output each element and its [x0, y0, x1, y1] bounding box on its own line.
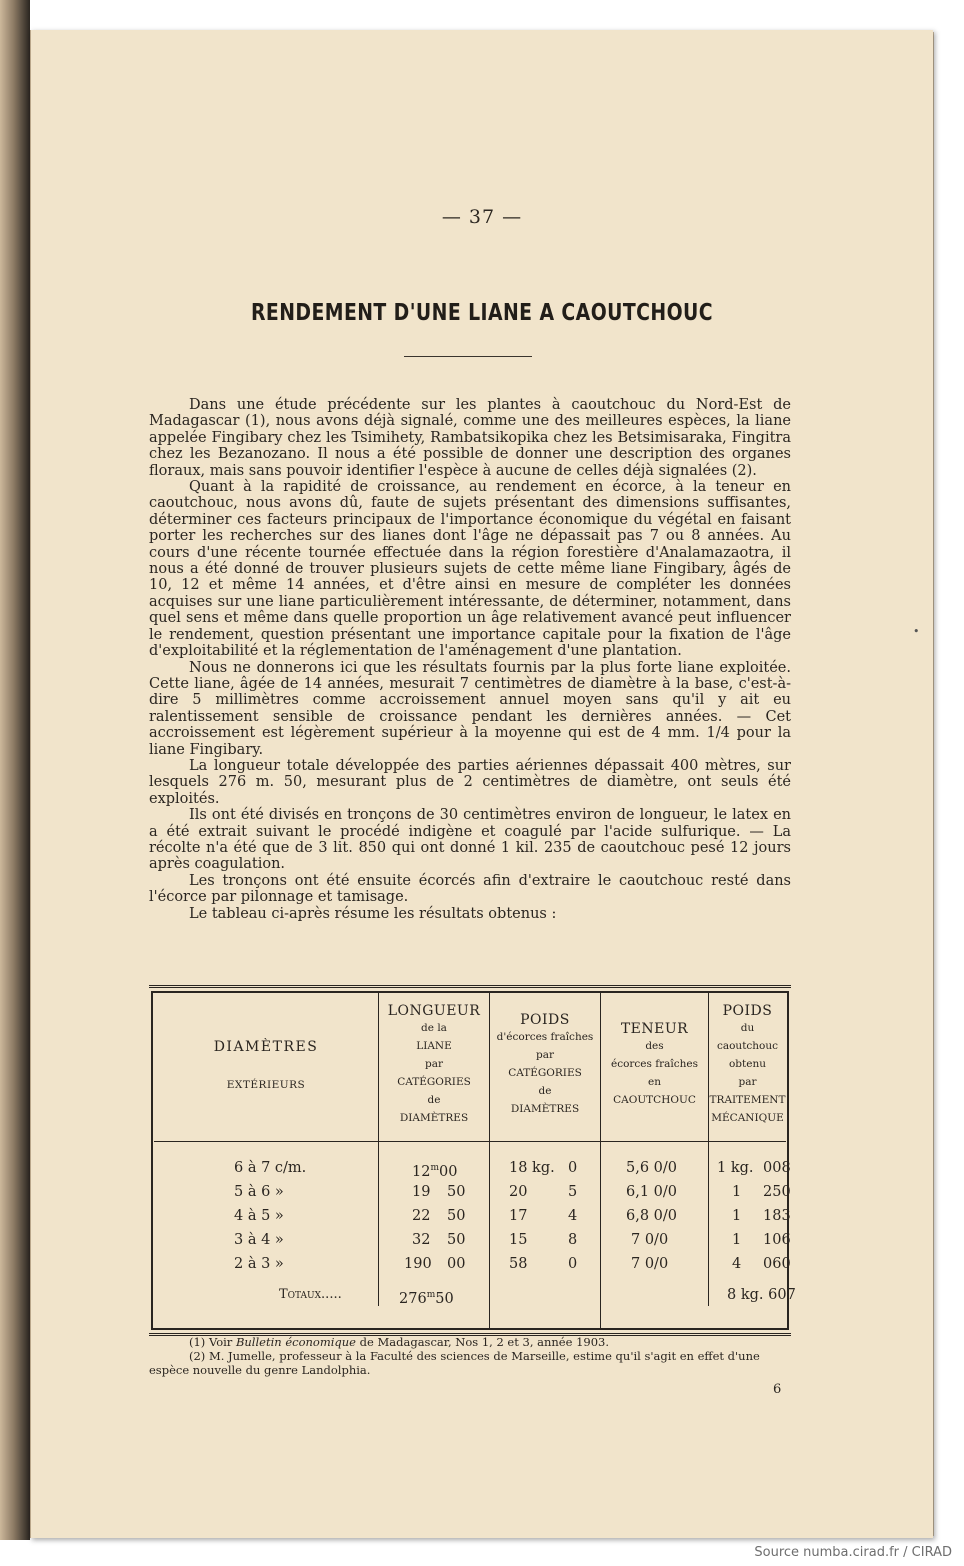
- header-line: par: [424, 1058, 443, 1070]
- totals-longueur: [399, 1283, 454, 1311]
- cell-longueur-int: 12: [412, 1163, 431, 1180]
- cell-caoutchouc: 1: [732, 1208, 742, 1224]
- cell-teneur: 7 0/0: [631, 1232, 669, 1248]
- header-subtitle: EXTÉRIEURS: [226, 1079, 306, 1091]
- cell-longueur: 19: [412, 1184, 431, 1200]
- cell-caoutchouc-dec: 060: [763, 1256, 791, 1272]
- header-line: MÉCANIQUE: [711, 1112, 784, 1124]
- header-line: CATÉGORIES: [397, 1076, 471, 1088]
- footnote-text: de Madagascar, Nos 1, 2 et 3, année 1903.: [356, 1335, 609, 1349]
- paragraph: Quant à la rapidité de croissance, au rendement en écorce, à la teneur en caoutchouc, nous avons dû, faute de sujets présentant des dimensions suffisantes, déterminer ces facteurs principaux de l'importance économique du végétal en faisant porter les recherches sur des lianes dont l'âge ne dépassait pas 7 ou 8 années. Au cours d'une récente tournée effectuée dans la région forestière d'Analamazaotra, il nous a été donné de trouver plusieurs sujets de cette même liane Fingibary, âgés de 10, 12 et même 14 années, et d'être ainsi en mesure de compléter les données acquises sur une liane particulièrement intéressante, de déterminer, notamment, dans quel sens et même dans quelle proportion un âge relativement avancé peut influencer le rendement, question présentant une importance capitale pour la fixation de l'âge d'exploitabilité et la réglementation de l'aménagement d'une plantation.: [149, 479, 791, 660]
- cell-diametre: 6 à 7 c/m.: [234, 1160, 307, 1176]
- header-title: DIAMÈTRES: [213, 1039, 319, 1055]
- cell-longueur-dec: 00: [447, 1256, 466, 1272]
- totals-label: Totaux.....: [279, 1287, 342, 1302]
- totals-longueur-int: 276: [399, 1290, 427, 1307]
- paragraph: Ils ont été divisés en tronçons de 30 centimètres environ de longueur, le latex en a été extrait suivant le procédé indigène et coagulé par l'acide sulfurique. — La récolte n'a été que de 3 lit. 850 qui ont donné 1 kil. 235 de caoutchouc pesé 12 jours après coagulation.: [149, 807, 791, 873]
- paragraph: Nous ne donnerons ici que les résultats fournis par la plus forte liane exploitée. Cette liane, âgée de 14 années, mesurait 7 centimètres de diamètre à la base, c'est-à-dire 5 millimètres comme accroissement annuel moyen sans qu'il y ait eu ralentissement sensible de croissance pendant les dernières années. — Cet accroissement est légèrement supérieur à la moyenne qui est de 4 mm. 1/4 pour la liane Fingibary.: [149, 659, 791, 758]
- cell-diametre: 5 à 6 »: [234, 1184, 284, 1200]
- document-page: [30, 30, 933, 1538]
- cell-poids-dec: 0: [568, 1160, 578, 1176]
- cell-poids-dec: 4: [568, 1208, 578, 1224]
- results-table: [149, 985, 796, 1336]
- cell-caoutchouc-dec: 183: [763, 1208, 791, 1224]
- header-line: du: [740, 1022, 755, 1034]
- table-row: [149, 1180, 791, 1204]
- cell-teneur: 7 0/0: [631, 1256, 669, 1272]
- cell-longueur-dec: 50: [447, 1208, 466, 1224]
- cell-teneur: 6,1 0/0: [626, 1184, 678, 1200]
- header-teneur: [601, 993, 708, 1137]
- cell-diametre: 3 à 4 »: [234, 1232, 284, 1248]
- header-line: DIAMÈTRES: [399, 1112, 469, 1124]
- cell-poids-dec: 8: [568, 1232, 578, 1248]
- cell-diametre: 4 à 5 »: [234, 1208, 284, 1224]
- footnote-2: (2) M. Jumelle, professeur à la Faculté des sciences de Marseille, estime qu'il s'agit en effet d'une espèce nouvelle du genre Landolphia.: [149, 1349, 760, 1377]
- header-longueur: [379, 993, 489, 1137]
- totals-row: [149, 1283, 796, 1307]
- totals-longueur-dec: 50: [435, 1290, 454, 1307]
- cell-caoutchouc: 1: [732, 1184, 742, 1200]
- cell-unit: m: [430, 1163, 439, 1173]
- book-binding: [0, 0, 30, 1540]
- cell-caoutchouc-dec: 008: [763, 1160, 791, 1176]
- header-line: par: [738, 1076, 757, 1088]
- cell-longueur-dec: 00: [439, 1163, 458, 1180]
- cell-poids-dec: 5: [568, 1184, 578, 1200]
- table-row: [149, 1156, 791, 1180]
- paragraph: Les tronçons ont été ensuite écorcés afin d'extraire le caoutchouc resté dans l'écorce par pilonnage et tamisage.: [149, 872, 791, 906]
- header-diametres: [154, 993, 378, 1137]
- cell-teneur: 6,8 0/0: [626, 1208, 678, 1224]
- totals-caoutchouc: 8 kg. 607: [727, 1287, 796, 1303]
- header-title: TENEUR: [620, 1021, 689, 1037]
- page-number: — 37 —: [441, 206, 523, 228]
- header-line: par: [535, 1049, 554, 1061]
- cell-longueur-dec: 50: [447, 1184, 466, 1200]
- cell-longueur: 32: [412, 1232, 431, 1248]
- header-poids-caoutchouc: [709, 993, 786, 1137]
- footnotes: [149, 1335, 799, 1377]
- footnote-text: (1) Voir: [189, 1335, 236, 1349]
- header-line: LIANE: [416, 1040, 452, 1052]
- header-line: CAOUTCHOUC: [613, 1094, 696, 1106]
- header-title: POIDS: [520, 1012, 570, 1028]
- cell-poids: 20: [509, 1184, 528, 1200]
- paragraph: Dans une étude précédente sur les plantes à caoutchouc du Nord-Est de Madagascar (1), nous avons déjà signalé, comme une des meilleures espèces, la liane appelée Fingibary chez les Tsimihety, Rambatsikopika chez les Betsimisaraka, Fingitra chez les Bezanozano. Il nous a été possible de donner une description des organes floraux, mais sans pouvoir identifier l'espèce à aucune de celles déjà signalées (2).: [149, 397, 791, 479]
- header-line: des: [645, 1040, 664, 1052]
- header-line: en: [648, 1076, 661, 1088]
- header-line: de: [427, 1094, 441, 1106]
- source-credit: Source numba.cirad.fr / CIRAD: [754, 1545, 952, 1560]
- header-poids-ecorces: [490, 993, 600, 1137]
- cell-caoutchouc: 4: [732, 1256, 742, 1272]
- header-line: TRAITEMENT: [709, 1094, 786, 1106]
- title-rule: [404, 356, 532, 357]
- signature-mark: 6: [773, 1382, 782, 1397]
- cell-caoutchouc: 1: [732, 1232, 742, 1248]
- totals-unit: m: [426, 1290, 436, 1300]
- stray-mark: •: [913, 625, 920, 638]
- header-title: POIDS: [722, 1003, 773, 1019]
- paragraph: La longueur totale développée des parties aériennes dépassait 400 mètres, sur lesquels 276 m. 50, mesurant plus de 2 centimètres de diamètre, ont seuls été exploités.: [149, 757, 791, 807]
- cell-poids: 17: [509, 1208, 528, 1224]
- cell-poids: 18 kg.: [509, 1160, 555, 1176]
- page-title: RENDEMENT D'UNE LIANE A CAOUTCHOUC: [250, 300, 713, 326]
- cell-longueur: 22: [412, 1208, 431, 1224]
- cell-caoutchouc-dec: 106: [763, 1232, 791, 1248]
- header-line: d'écorces fraîches: [496, 1031, 594, 1043]
- header-divider: [154, 1141, 786, 1142]
- footnote-1: [149, 1335, 799, 1349]
- header-line: de la: [421, 1022, 447, 1034]
- cell-longueur: 190: [404, 1256, 432, 1272]
- header-line: caoutchouc obtenu: [716, 1040, 779, 1070]
- body-text: [149, 397, 791, 922]
- header-line: DIAMÈTRES: [510, 1103, 580, 1115]
- cell-poids-dec: 0: [568, 1256, 578, 1272]
- header-title: LONGUEUR: [387, 1003, 481, 1019]
- cell-longueur-dec: 50: [447, 1232, 466, 1248]
- table-row: [149, 1204, 791, 1228]
- cell-caoutchouc: 1 kg.: [717, 1160, 754, 1176]
- table-row: [149, 1228, 791, 1252]
- cell-caoutchouc-dec: 250: [763, 1184, 791, 1200]
- cell-poids: 15: [509, 1232, 528, 1248]
- paragraph: Le tableau ci-après résume les résultats obtenus :: [189, 905, 557, 922]
- header-line: de: [538, 1085, 552, 1097]
- cell-teneur: 5,6 0/0: [626, 1160, 678, 1176]
- footnote-italic: Bulletin économique: [235, 1335, 356, 1349]
- header-line: CATÉGORIES: [508, 1067, 582, 1079]
- cell-poids: 58: [509, 1256, 528, 1272]
- cell-diametre: 2 à 3 »: [234, 1256, 284, 1272]
- table-row: [149, 1252, 791, 1276]
- header-line: écorces fraîches: [610, 1058, 699, 1070]
